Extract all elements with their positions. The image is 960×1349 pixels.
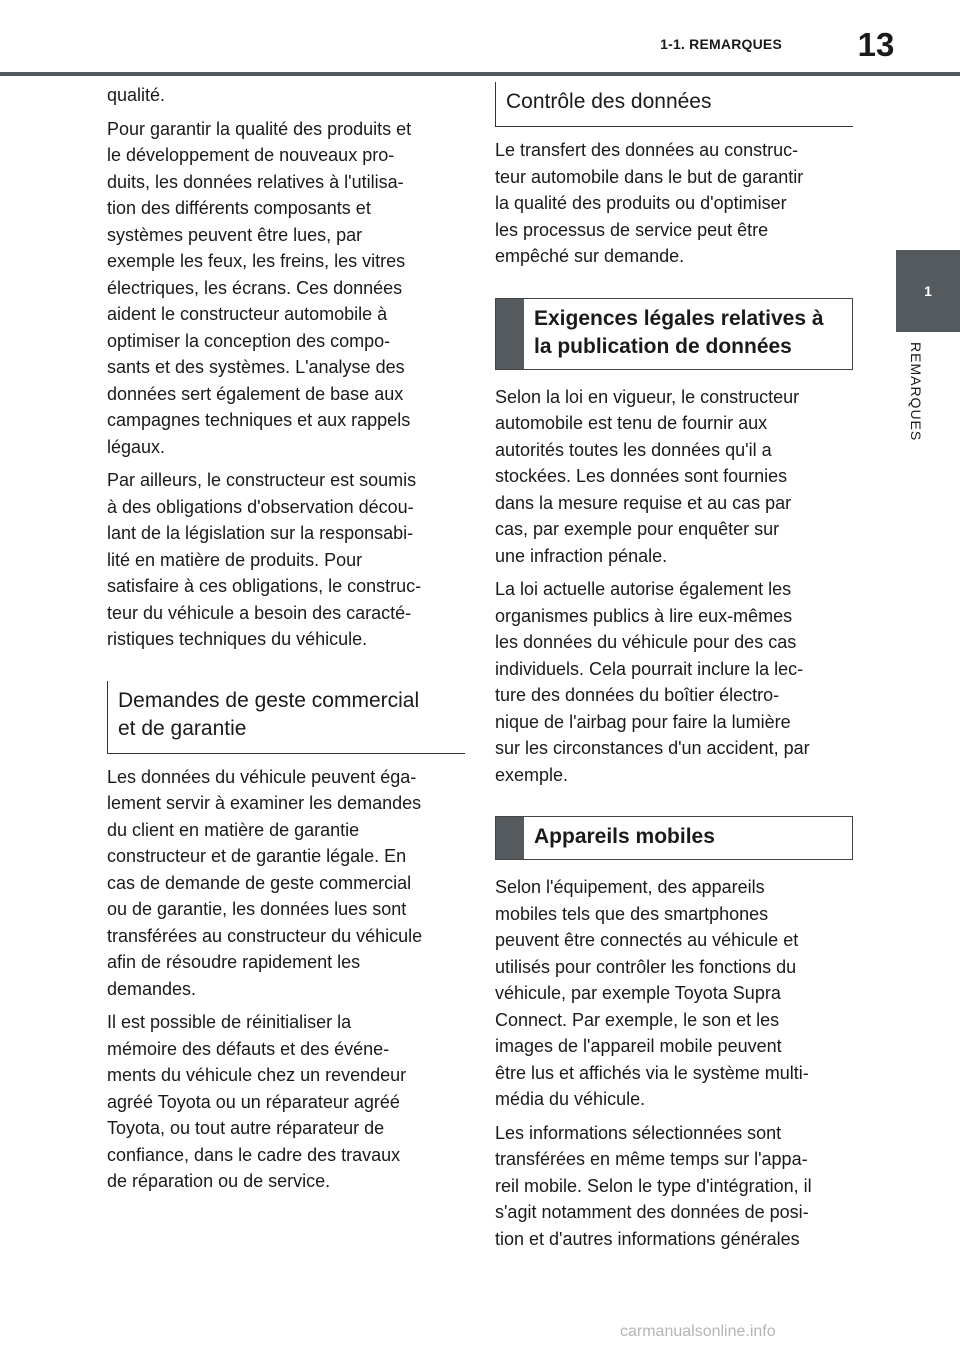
text-line: Selon l'équipement, des appareils bbox=[495, 877, 765, 897]
text-line: du client en matière de garantie bbox=[107, 819, 360, 840]
text-line: lité en matière de produits. Pour bbox=[107, 549, 363, 570]
section-heading bbox=[107, 681, 465, 754]
text-line: Toyota, ou tout autre réparateur de bbox=[107, 1118, 385, 1138]
text-line: Le transfert des données au construc- bbox=[495, 140, 799, 160]
text-line: dans la mesure requise et au cas par bbox=[495, 492, 792, 513]
text-line: afin de résoudre rapidement les bbox=[107, 952, 361, 972]
chapter-number: 1 bbox=[924, 283, 932, 299]
text-line: qualité. bbox=[107, 85, 166, 105]
text-line: peuvent être connectés au véhicule et bbox=[495, 930, 799, 950]
text-line: sants et des systèmes. L'analyse des bbox=[107, 357, 405, 377]
paragraph bbox=[495, 1120, 853, 1253]
text-line: véhicule, par exemple Toyota Supra bbox=[495, 983, 781, 1003]
text-line: organismes publics à lire eux-mêmes bbox=[495, 605, 793, 626]
heading-bar bbox=[496, 817, 524, 859]
text-line: tion et d'autres informations générales bbox=[495, 1228, 800, 1249]
text-line: exemple. bbox=[495, 764, 569, 785]
heading-bar bbox=[496, 299, 524, 369]
text-line: aident le constructeur automobile à bbox=[107, 304, 388, 324]
text-line: légaux. bbox=[107, 436, 166, 457]
right-column bbox=[495, 82, 853, 1259]
text-line: Il est possible de réinitialiser la bbox=[107, 1012, 352, 1032]
text-line: confiance, dans le cadre des travaux bbox=[107, 1144, 401, 1165]
text-line: Les informations sélectionnées sont bbox=[495, 1122, 782, 1143]
text-line: électriques, les écrans. Ces données bbox=[107, 277, 403, 298]
section-title: 1-1. REMARQUES bbox=[660, 36, 782, 52]
header-rule bbox=[0, 72, 960, 76]
paragraph bbox=[495, 874, 853, 1113]
paragraph bbox=[107, 467, 465, 653]
text-line: demandes. bbox=[107, 978, 197, 999]
text-line: une infraction pénale. bbox=[495, 545, 668, 566]
heading-text bbox=[524, 299, 832, 369]
text-line: images de l'appareil mobile peuvent bbox=[495, 1036, 782, 1056]
section-heading bbox=[495, 82, 853, 127]
text-line: automobile est tenu de fournir aux bbox=[495, 413, 768, 433]
section-heading-boxed bbox=[495, 298, 853, 370]
text-line: transférées en même temps sur l'appa- bbox=[495, 1149, 808, 1169]
text-line: de réparation ou de service. bbox=[107, 1171, 331, 1191]
text-line: lant de la législation sur la responsabi- bbox=[107, 523, 414, 543]
section-heading-boxed bbox=[495, 816, 853, 860]
paragraph bbox=[107, 764, 465, 1003]
text-line: constructeur et de garantie légale. En bbox=[107, 846, 407, 866]
text-line: duits, les données relatives à l'utilisa- bbox=[107, 171, 404, 192]
text-line: reil mobile. Selon le type d'intégration, il bbox=[495, 1175, 812, 1196]
text-line: tion des différents composants et bbox=[107, 198, 371, 218]
text-line: mémoire des défauts et des événe- bbox=[107, 1038, 390, 1059]
text-line: ments du véhicule chez un revendeur bbox=[107, 1065, 407, 1085]
text-line: empêché sur demande. bbox=[495, 246, 685, 266]
watermark[interactable]: carmanualsonline.info bbox=[620, 1323, 776, 1340]
text-line: cas de demande de geste commercial bbox=[107, 872, 412, 893]
text-line: La loi actuelle autorise également les bbox=[495, 579, 792, 599]
text-line: satisfaire à ces obligations, le construc- bbox=[107, 576, 422, 596]
text-line: à des obligations d'observation décou- bbox=[107, 496, 414, 517]
text-line: les processus de service peut être bbox=[495, 219, 769, 240]
chapter-label: REMARQUES bbox=[908, 342, 924, 442]
heading-text bbox=[524, 817, 723, 859]
text-line: ou de garantie, les données lues sont bbox=[107, 899, 407, 919]
text-line: stockées. Les données sont fournies bbox=[495, 466, 788, 486]
text-line: Contrôle des données bbox=[506, 90, 712, 113]
paragraph bbox=[107, 116, 465, 461]
text-line: les données du véhicule pour des cas bbox=[495, 632, 797, 652]
text-line: utilisés pour contrôler les fonctions du bbox=[495, 956, 797, 977]
text-line: Exigences légales relatives à bbox=[534, 306, 824, 330]
text-line: optimiser la conception des compo- bbox=[107, 330, 391, 351]
text-line: campagnes techniques et aux rappels bbox=[107, 410, 411, 430]
text-line: Par ailleurs, le constructeur est soumis bbox=[107, 470, 417, 490]
text-line: transférées au constructeur du véhicule bbox=[107, 925, 423, 946]
text-line: Pour garantir la qualité des produits et bbox=[107, 118, 412, 139]
paragraph bbox=[495, 384, 853, 570]
text-line: teur du véhicule a besoin des caracté- bbox=[107, 602, 412, 623]
text-line: et de garantie bbox=[118, 716, 247, 740]
text-line: Connect. Par exemple, le son et les bbox=[495, 1009, 780, 1030]
text-line: Selon la loi en vigueur, le constructeur bbox=[495, 386, 800, 407]
text-line: mobiles tels que des smartphones bbox=[495, 903, 769, 924]
text-line: ristiques techniques du véhicule. bbox=[107, 629, 368, 649]
text-line: cas, par exemple pour enquêter sur bbox=[495, 519, 780, 539]
text-line: ture des données du boîtier électro- bbox=[495, 685, 780, 705]
text-line: s'agit notamment des données de posi- bbox=[495, 1202, 809, 1222]
paragraph bbox=[495, 576, 853, 788]
paragraph bbox=[107, 82, 465, 109]
text-line: le développement de nouveaux pro- bbox=[107, 145, 395, 165]
text-line: lement servir à examiner les demandes bbox=[107, 793, 422, 813]
text-line: autorités toutes les données qu'il a bbox=[495, 439, 772, 460]
text-line: être lus et affichés via le système multi- bbox=[495, 1062, 809, 1083]
paragraph bbox=[107, 1009, 465, 1195]
text-line: la publication de données bbox=[534, 334, 792, 358]
text-line: données sert également de base aux bbox=[107, 383, 404, 404]
text-line: agréé Toyota ou un réparateur agréé bbox=[107, 1091, 400, 1112]
text-line: Demandes de geste commercial bbox=[118, 688, 420, 712]
text-line: Appareils mobiles bbox=[534, 825, 715, 848]
text-line: teur automobile dans le but de garantir bbox=[495, 166, 804, 187]
text-line: sur les circonstances d'un accident, par bbox=[495, 738, 810, 758]
text-line: individuels. Cela pourrait inclure la lec- bbox=[495, 658, 804, 679]
left-column bbox=[107, 82, 465, 1202]
page-number: 13 bbox=[857, 26, 895, 63]
text-line: exemple les feux, les freins, les vitres bbox=[107, 251, 406, 271]
text-line: systèmes peuvent être lues, par bbox=[107, 224, 363, 245]
text-line: Les données du véhicule peuvent éga- bbox=[107, 766, 417, 787]
text-line: nique de l'airbag pour faire la lumière bbox=[495, 711, 791, 732]
text-line: média du véhicule. bbox=[495, 1089, 646, 1109]
paragraph bbox=[495, 137, 853, 270]
text-line: la qualité des produits ou d'optimiser bbox=[495, 193, 787, 213]
chapter-tab[interactable] bbox=[896, 250, 960, 332]
